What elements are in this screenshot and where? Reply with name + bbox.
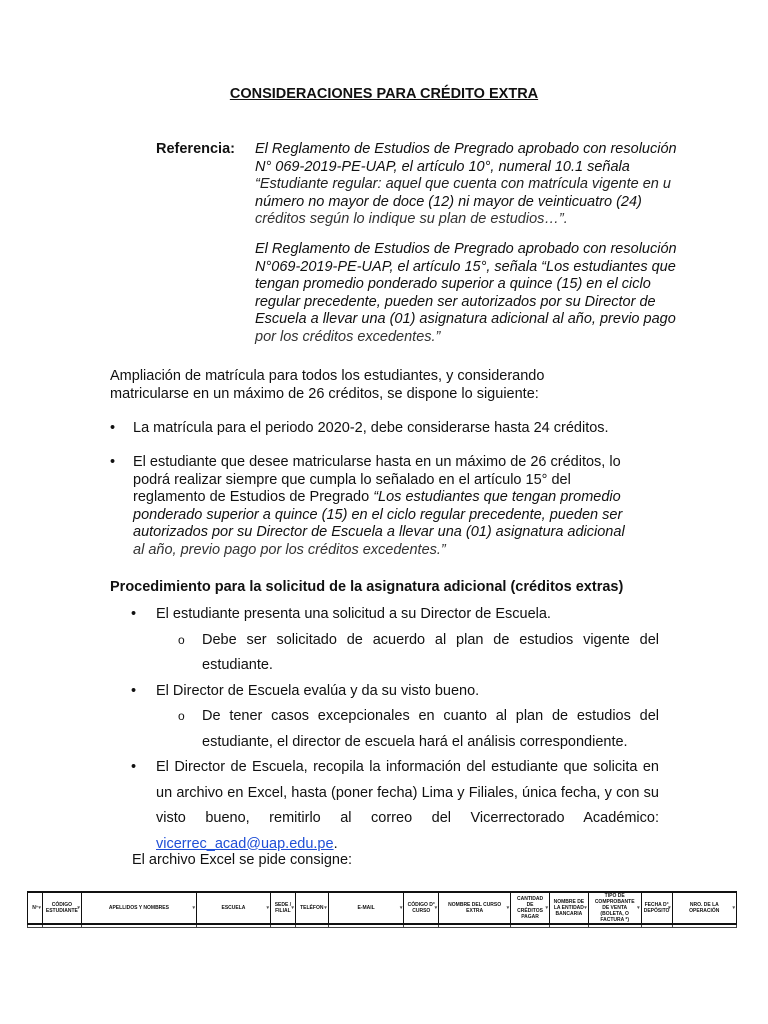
excel-header-label: APELLIDOS Y NOMBRES <box>108 905 169 911</box>
procedure-item <box>110 679 659 705</box>
intro-line: Ampliación de matrícula para todos los estudiantes, y considerando <box>110 368 545 384</box>
page-title: CONSIDERACIONES PARA CRÉDITO EXTRA <box>229 86 539 102</box>
excel-header-label: E-MAIL <box>357 905 375 911</box>
bullet-icon: • <box>110 454 116 470</box>
excel-header-label: CANTIDAD DE CRÉDITOS PAGAR <box>516 896 544 920</box>
ref1-line: N° 069-2019-PE-UAP, el artículo 10°, numeral 10.1 señala <box>255 158 630 175</box>
email-suffix: . <box>333 835 338 852</box>
bullet-line <box>133 489 659 507</box>
bullet-icon: • <box>131 759 137 775</box>
excel-header-cell <box>404 892 439 924</box>
excel-instruction: El archivo Excel se pide consigne: <box>132 852 353 868</box>
filter-arrow-icon[interactable]: ▾ <box>192 905 195 911</box>
excel-cell[interactable] <box>196 924 270 928</box>
excel-empty-row <box>28 924 737 928</box>
procedure-item-text: El Director de Escuela, recopila la información del estudiante que solicita en un archivo en Excel, hasta (poner fecha) Lima y Filiales, única fecha, y con su visto bueno, remitirlo al correo del Vicerrectorado Académico: <box>156 759 659 826</box>
bullet-text: La matrícula para el periodo 2020-2, debe considerarse hasta 24 créditos. <box>133 420 609 436</box>
bullet-line: podrá realizar siempre que cumpla lo señalado en el artículo 15° del <box>133 471 571 488</box>
excel-header-label: CÓDIGO D° CURSO <box>407 902 435 914</box>
bullet-line: El estudiante que desee matricularse hasta en un máximo de 26 créditos, lo <box>133 454 621 470</box>
ref2-line: Escuela a llevar una (01) asignatura adicional al año, previo pago <box>255 311 676 328</box>
excel-header-label: SEDE / FILIAL <box>274 902 292 914</box>
excel-header-cell <box>641 892 672 924</box>
ref1-line: número no mayor de doce (12) ni mayor de veinticuatro (24) <box>255 193 642 210</box>
referencia-paragraph-1 <box>255 141 712 229</box>
filter-arrow-icon[interactable]: ▾ <box>637 905 640 911</box>
bullet-item <box>110 454 659 560</box>
excel-header-cell <box>28 892 43 924</box>
excel-cell[interactable] <box>295 924 328 928</box>
ref1-line: créditos según lo indique su plan de estudios…”. <box>255 211 568 228</box>
excel-header-cell <box>196 892 270 924</box>
excel-header-cell <box>270 892 295 924</box>
excel-cell[interactable] <box>404 924 439 928</box>
procedure-item <box>110 602 659 628</box>
ref2-line: regular precedente, pueden ser autorizados por su Director de <box>255 293 656 310</box>
filter-arrow-icon[interactable]: ▾ <box>77 905 80 911</box>
ref2-line: N°069-2019-PE-UAP, el artículo 15°, señala “Los estudiantes que <box>255 258 676 275</box>
filter-arrow-icon[interactable]: ▾ <box>506 905 510 911</box>
excel-header-label: NOMBRE DE LA ENTIDAD BANCARIA <box>553 899 585 917</box>
procedure-list <box>110 602 659 857</box>
bullet-line-normal: reglamento de Estudios de Pregrado <box>133 489 374 506</box>
email-link[interactable]: vicerrec_acad@uap.edu.pe <box>156 835 334 852</box>
excel-header-label: FECHA D° DEPÓSITO <box>643 902 670 914</box>
excel-cell[interactable] <box>81 924 196 928</box>
bullet-item <box>110 420 659 438</box>
excel-template-table <box>27 891 737 928</box>
bullet-line: al año, previo pago por los créditos excedentes.” <box>133 541 446 558</box>
excel-header-cell <box>295 892 328 924</box>
excel-cell[interactable] <box>672 924 736 928</box>
filter-arrow-icon[interactable]: ▾ <box>399 905 403 911</box>
excel-cell[interactable] <box>328 924 404 928</box>
procedure-item-text: El estudiante presenta una solicitud a su Director de Escuela. <box>156 606 551 622</box>
ref2-line: por los créditos excedentes.” <box>255 328 441 345</box>
excel-header-label: NOMBRE DEL CURSO EXTRA <box>448 902 502 914</box>
referencia-paragraph-2 <box>255 241 712 347</box>
excel-header-label: TELÉFON <box>300 905 324 911</box>
excel-cell[interactable] <box>549 924 588 928</box>
excel-header-label: ESCUELA <box>221 905 246 911</box>
filter-arrow-icon[interactable]: ▾ <box>324 905 327 911</box>
ref1-line: El Reglamento de Estudios de Pregrado aprobado con resolución <box>255 141 677 157</box>
excel-cell[interactable] <box>42 924 81 928</box>
intro-paragraph <box>110 368 659 403</box>
procedure-item <box>110 755 659 857</box>
bullet-icon: • <box>131 606 137 622</box>
filter-arrow-icon[interactable]: ▾ <box>291 905 294 911</box>
procedure-subitem <box>110 704 659 755</box>
excel-header-cell <box>81 892 196 924</box>
ref2-line: tengan promedio ponderado superior a quince (15) en el ciclo <box>255 276 651 293</box>
filter-arrow-icon[interactable]: ▾ <box>732 905 735 911</box>
excel-cell[interactable] <box>588 924 641 928</box>
bullet-line: autorizados por su Director de Escuela a llevar una (01) asignatura adicional <box>133 524 625 541</box>
excel-header-label: CÓDIGO ESTUDIANTE <box>45 902 78 914</box>
excel-header-label: Nº <box>32 905 38 911</box>
ref1-line: “Estudiante regular: aquel que cuenta con matrícula vigente en u <box>255 176 671 193</box>
excel-header-label: NRO. DE LA OPERACIÓN <box>689 902 720 914</box>
procedure-subitem-text: De tener casos excepcionales en cuanto al plan de estudios del estudiante, el director de escuela hará el análisis correspondiente. <box>202 708 659 750</box>
excel-header-row <box>28 892 737 924</box>
procedure-heading: Procedimiento para la solicitud de la asignatura adicional (créditos extras) <box>110 579 624 595</box>
intro-line: matricularse en un máximo de 26 créditos, se dispone lo siguiente: <box>110 385 539 402</box>
procedure-subitem-text: Debe ser solicitado de acuerdo al plan de estudios vigente del estudiante. <box>202 631 659 673</box>
ref2-line: El Reglamento de Estudios de Pregrado aprobado con resolución <box>255 241 677 257</box>
filter-arrow-icon[interactable]: ▾ <box>434 905 438 911</box>
bullet-line: ponderado superior a quince (15) en el ciclo regular precedente, pueden ser <box>133 506 623 523</box>
excel-header-cell <box>549 892 588 924</box>
excel-cell[interactable] <box>270 924 295 928</box>
bullet-icon: • <box>131 682 137 699</box>
procedure-subitem <box>110 628 659 679</box>
filter-arrow-icon[interactable]: ▾ <box>38 905 41 911</box>
excel-header-cell <box>328 892 404 924</box>
excel-header-cell <box>511 892 550 924</box>
filter-arrow-icon[interactable]: ▾ <box>266 905 269 911</box>
excel-cell[interactable] <box>641 924 672 928</box>
referencia-label: Referencia: <box>156 141 235 157</box>
filter-arrow-icon[interactable]: ▾ <box>584 905 587 911</box>
excel-header-cell <box>588 892 641 924</box>
excel-header-cell <box>439 892 511 924</box>
filter-arrow-icon[interactable]: ▾ <box>668 905 671 911</box>
procedure-item-text: El Director de Escuela evalúa y da su visto bueno. <box>156 682 480 699</box>
bullet-icon: • <box>110 420 116 436</box>
excel-header-label: TIPO DE COMPROBANTE DE VENTA (BOLETA, O FACTURA *) <box>594 893 635 923</box>
excel-cell[interactable] <box>439 924 511 928</box>
bullet-line-quote: “Los estudiantes que tengan promedio <box>373 489 621 506</box>
filter-arrow-icon[interactable]: ▾ <box>545 905 548 911</box>
circle-bullet-icon: o <box>178 709 185 723</box>
bullet-text <box>133 454 659 560</box>
excel-cell[interactable] <box>511 924 550 928</box>
circle-bullet-icon: o <box>178 632 185 647</box>
excel-cell[interactable] <box>28 924 43 928</box>
excel-header-cell <box>672 892 736 924</box>
excel-header-cell <box>42 892 81 924</box>
